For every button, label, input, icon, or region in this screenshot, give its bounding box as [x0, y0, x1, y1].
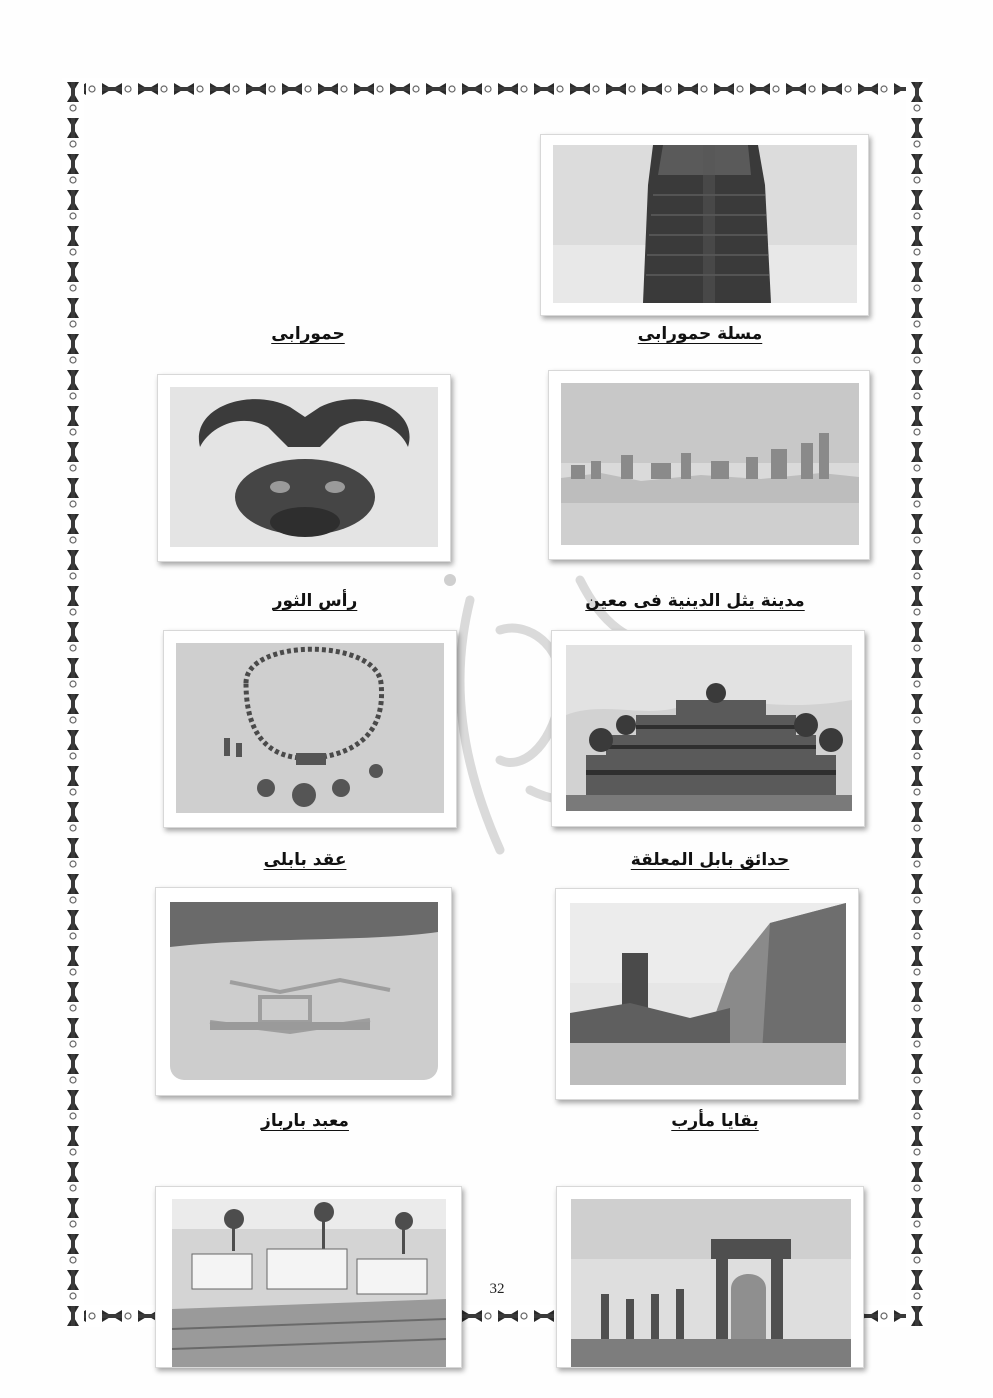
- babylonian-necklace-image: [176, 643, 444, 813]
- decorative-border-top: [62, 78, 928, 100]
- photo-frame-hanging-gardens: [551, 630, 865, 827]
- caption-hanging-gardens: حدائق بابل المعلقة: [630, 850, 790, 870]
- photo-frame-bull-head: [157, 374, 451, 562]
- decorative-border-left: [62, 78, 84, 1327]
- caption-marib-remains: بقايا مأرب: [671, 1111, 759, 1131]
- caption-bull-head: رأس الثور: [272, 591, 358, 611]
- decorative-border-right: [906, 78, 928, 1327]
- photo-frame-yathil-city: [548, 370, 870, 560]
- caption-hammurabi-stele: مسلة حمورابى: [637, 324, 763, 344]
- hanging-gardens-image: [566, 645, 852, 811]
- photo-frame-barbaz-temple: [155, 887, 452, 1096]
- page-number: 32: [489, 1281, 505, 1297]
- caption-babylonian-necklace: عقد بابلى: [263, 850, 347, 870]
- yathil-city-image: [561, 383, 859, 545]
- barbaz-temple-image: [170, 902, 438, 1080]
- photo-frame-palmyra-ruins: [556, 1186, 864, 1368]
- marib-remains-image: [570, 903, 846, 1085]
- photo-frame-village-scene: [155, 1186, 462, 1368]
- photo-frame-marib-remains: [555, 888, 859, 1100]
- bull-head-image: [170, 387, 438, 547]
- photo-frame-hammurabi-stele: [540, 134, 869, 316]
- hammurabi-stele-image: [553, 145, 857, 303]
- village-scene-image: [172, 1199, 446, 1367]
- palmyra-ruins-image: [571, 1199, 851, 1367]
- caption-yathil-city: مدينة يثل الدينية فى معين: [585, 591, 805, 611]
- caption-hammurabi: حمورابى: [271, 324, 345, 344]
- photo-frame-babylonian-necklace: [163, 630, 457, 828]
- caption-barbaz-temple: معبد بارباز: [261, 1111, 349, 1131]
